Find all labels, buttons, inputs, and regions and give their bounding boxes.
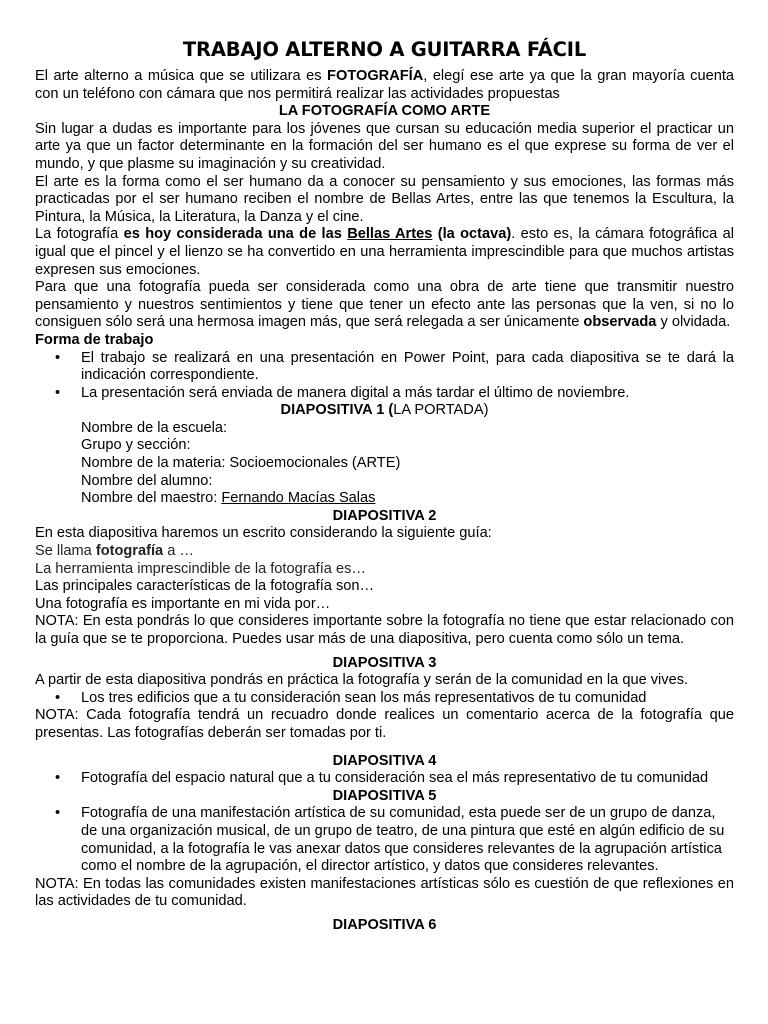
field-student: Nombre del alumno: xyxy=(81,472,213,489)
work-heading: Forma de trabajo xyxy=(35,331,154,348)
slide5-heading: DIAPOSITIVA 5 xyxy=(332,787,437,804)
paragraph-1: Sin lugar a dudas es importante para los jóvenes que cursan su educación media superior el practicar un arte ya que un factor determinante en la formación del ser humano es el que exprese su forma de ver el mundo, y que plasme su imaginación y su creatividad. xyxy=(35,120,734,172)
teacher-name: Fernando Macías Salas xyxy=(221,490,376,507)
slide3-intro: A partir de esta diapositiva pondrás en práctica la fotografía y serán de la comunidad en la que vives. xyxy=(35,672,689,689)
slide2-heading: DIAPOSITIVA 2 xyxy=(332,507,437,524)
section-heading-art: LA FOTOGRAFÍA COMO ARTE xyxy=(278,103,491,120)
paragraph-3 xyxy=(35,226,734,279)
slide3-list xyxy=(35,690,734,708)
guide-line-1: Se llama fotografía a … xyxy=(35,543,194,560)
slide5-list xyxy=(35,805,734,875)
para4-bold: observada xyxy=(583,314,657,331)
list-item: • El trabajo se realizará en una presentación en Power Point, para cada diapositiva se te dará la indicación correspondiente. xyxy=(35,350,734,385)
list-item: • La presentación será enviada de manera digital a más tardar el último de noviembre. xyxy=(35,385,734,403)
guide-line-3: Las principales características de la fotografía son… xyxy=(35,578,375,595)
paragraph-2: El arte es la forma como el ser humano da a conocer su pensamiento y sus emociones, las formas más practicadas por el ser humano reciben el nombre de Bellas Artes, entre las que tenemos la Escultura, la Pintura, la Música, la Literatura, la Danza y el cine. xyxy=(35,173,734,225)
field-group: Grupo y sección: xyxy=(81,437,191,454)
paragraph-4 xyxy=(35,279,734,332)
slide3-heading: DIAPOSITIVA 3 xyxy=(332,654,437,671)
field-subject: Nombre de la materia: Socioemocionales (ARTE) xyxy=(81,455,401,472)
bellas-artes-link[interactable]: Bellas Artes xyxy=(347,226,433,243)
para3-bold-end: (la octava) xyxy=(432,226,512,243)
para3-text-end: . esto es, la cámara fotográfica al igual que el pincel y el lienzo se ha convertido en una herramienta imprescindible para que muchos artistas expresen sus emociones. xyxy=(35,226,734,278)
slide2-intro: En esta diapositiva haremos un escrito considerando la siguiente guía: xyxy=(35,525,492,542)
intro-paragraph xyxy=(35,68,734,103)
slide6-heading: DIAPOSITIVA 6 xyxy=(332,916,437,933)
slide2-note: NOTA: En esta pondrás lo que consideres importante sobre la fotografía no tiene que estar relacionado con la guía que se te proporciona. Puedes usar más de una diapositiva, pero cuenta como sólo un tema. xyxy=(35,613,734,647)
slide4-list xyxy=(35,770,734,788)
slide5-note: NOTA: En todas las comunidades existen manifestaciones artísticas sólo es cuestión de que reflexiones en las actividades de tu comunidad. xyxy=(35,875,734,910)
guide-line-2: La herramienta imprescindible de la fotografía es… xyxy=(35,560,366,577)
intro-text: El arte alterno a música que se utilizara es xyxy=(35,68,328,84)
intro-bold: FOTOGRAFÍA xyxy=(327,68,424,84)
slide1-heading: DIAPOSITIVA 1 (LA PORTADA) xyxy=(280,402,489,419)
intro-text-end: , elegí ese arte ya que la gran mayoría cuenta con un teléfono con cámara que nos permitirá realizar las actividades propuestas xyxy=(35,68,734,102)
para3-bold: es hoy considerada una de las xyxy=(123,226,348,243)
slide3-note: NOTA: Cada fotografía tendrá un recuadro donde realices un comentario acerca de la fotografía que presentas. Las fotografías deberán ser tomadas por ti. xyxy=(35,707,734,741)
field-teacher: Nombre del maestro: Fernando Macías Salas xyxy=(81,490,376,507)
list-item: • Fotografía del espacio natural que a tu consideración sea el más representativo de tu comunidad xyxy=(35,770,734,788)
list-item: • Fotografía de una manifestación artística de su comunidad, esta puede ser de un grupo de danza, de una organización musical, de un grupo de teatro, de una pintura que esté en algún edificio de su comunidad, a la fotografía le vas anexar datos que consideres relevantes de la agrupación artística como el nombre de la agrupación, el director artístico, y datos que consideres relevantes. xyxy=(35,805,734,875)
slide4-heading: DIAPOSITIVA 4 xyxy=(332,752,437,769)
list-item: • Los tres edificios que a tu consideración sean los más representativos de tu comunidad xyxy=(35,690,734,708)
field-school: Nombre de la escuela: xyxy=(81,419,228,436)
para4-text: Para que una fotografía pueda ser considerada como una obra de arte tiene que transmitir nuestro pensamiento y nuestros sentimientos y tiene que tener un efecto ante las personas que la ven, si no lo consiguen sólo será una hermosa imagen más, que será relegada a ser únicamente xyxy=(35,279,734,331)
para3-text: La fotografía xyxy=(35,226,124,243)
para4-text-end: y olvidada. xyxy=(656,314,731,331)
work-list xyxy=(35,350,734,403)
document-title: TRABAJO ALTERNO A GUITARRA FÁCIL xyxy=(182,38,587,61)
guide-line-4: Una fotografía es importante en mi vida por… xyxy=(35,595,331,612)
slide1-fields xyxy=(35,420,734,508)
